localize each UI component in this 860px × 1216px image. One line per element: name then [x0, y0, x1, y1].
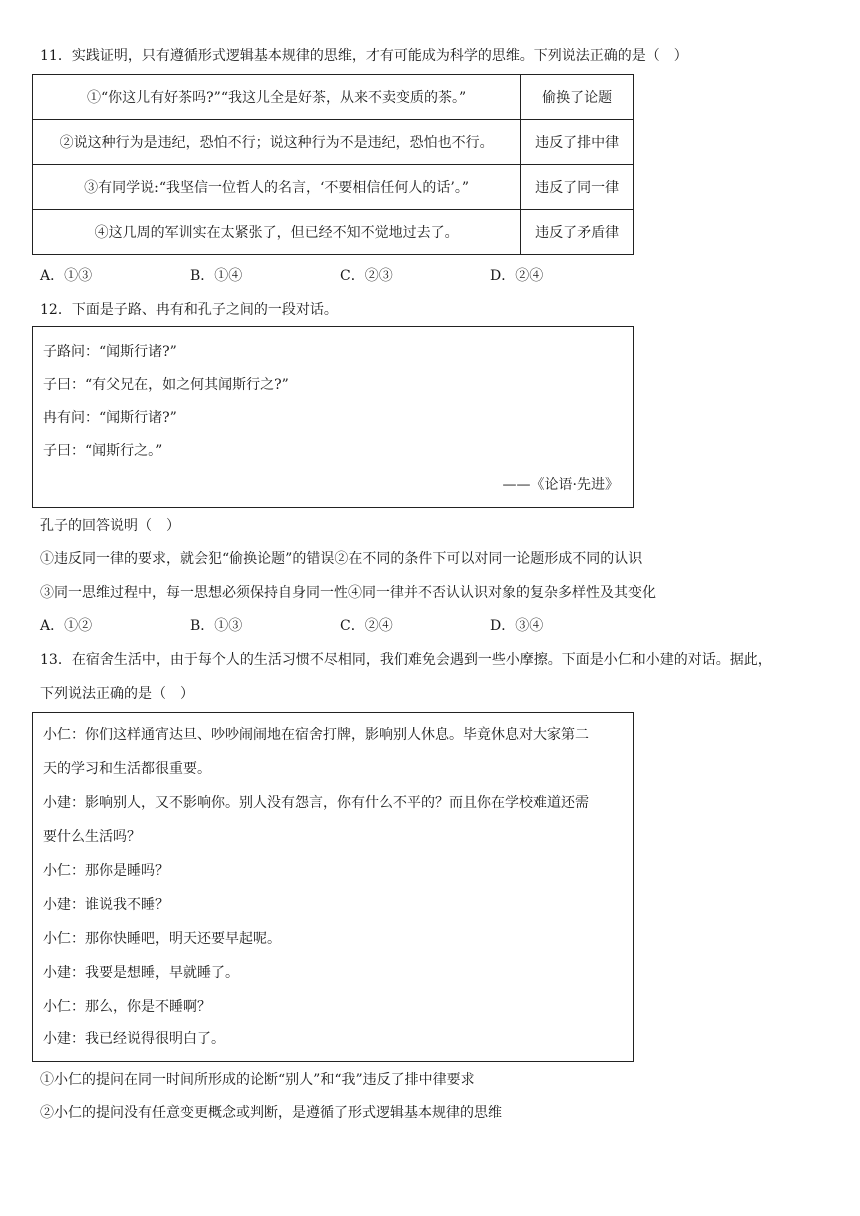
q12-question: 孔子的回答说明（ ）: [40, 518, 180, 534]
q12-option-c[interactable]: C．②④: [340, 618, 393, 634]
q12-stem: 12．下面是子路、冉有和孔子之间的一段对话。: [40, 302, 338, 318]
table-row: [33, 210, 634, 255]
q12-dialogue-line-2: 子曰：“有父兄在，如之何其闻斯行之?”: [43, 377, 289, 393]
q12-statements-2: ③同一思维过程中，每一思想必须保持自身同一性④同一律并不否认认识对象的复杂多样性及其变化: [40, 585, 656, 601]
q13-dialogue-line-7: 小仁：那你快睡吧，明天还要早起呢。: [43, 931, 281, 947]
q13-statement-2: ②小仁的提问没有任意变更概念或判断，是遵循了形式逻辑基本规律的思维: [40, 1105, 502, 1121]
q12-option-d[interactable]: D．③④: [490, 618, 544, 634]
q12-option-a[interactable]: A．①②: [40, 618, 93, 634]
q11-verdict-4: 违反了矛盾律: [521, 210, 634, 255]
q11-table: [32, 74, 634, 255]
q13-dialogue-line-5: 小仁：那你是睡吗？: [43, 863, 169, 879]
q13-dialogue-line-10: 小建：我已经说得很明白了。: [43, 1031, 225, 1047]
q13-dialogue-line-3: 小建：影响别人，又不影响你。别人没有怨言，你有什么不平的？而且你在学校难道还需: [43, 795, 589, 811]
q12-dialogue-line-4: 子曰：“闻斯行之。”: [43, 443, 163, 459]
table-row: [33, 165, 634, 210]
q13-dialogue-line-2: 天的学习和生活都很重要。: [43, 761, 211, 777]
q13-stem-line-1: 13．在宿舍生活中，由于每个人的生活习惯不尽相同，我们难免会遇到一些小摩擦。下面是小仁和小建的对话。据此，: [40, 652, 772, 668]
q11-option-c[interactable]: C．②③: [340, 268, 393, 284]
q11-statement-2: ②说这种行为是违纪，恐怕不行；说这种行为不是违纪，恐怕也不行。: [33, 120, 521, 165]
q12-option-b[interactable]: B．①③: [190, 618, 243, 634]
q11-option-b[interactable]: B．①④: [190, 268, 243, 284]
q11-statement-3: ③有同学说:“我坚信一位哲人的名言，‘不要相信任何人的话’。”: [33, 165, 521, 210]
q13-dialogue-line-6: 小建：谁说我不睡？: [43, 897, 169, 913]
q11-option-d[interactable]: D．②④: [490, 268, 544, 284]
q12-dialogue-box: [32, 326, 634, 508]
q12-dialogue-line-1: 子路问：“闻斯行诸?”: [43, 344, 177, 360]
q12-dialogue-line-3: 冉有问：“闻斯行诸?”: [43, 410, 177, 426]
q13-dialogue-box: [32, 712, 634, 1062]
q12-statements-1: ①违反同一律的要求，就会犯“偷换论题”的错误②在不同的条件下可以对同一论题形成不同的认识: [40, 551, 643, 567]
q12-source: ——《论语·先进》: [502, 477, 619, 493]
q13-dialogue-line-1: 小仁：你们这样通宵达旦、吵吵闹闹地在宿舍打牌，影响别人休息。毕竟休息对大家第二: [43, 727, 589, 743]
q11-verdict-2: 违反了排中律: [521, 120, 634, 165]
q11-statement-4: ④这几周的军训实在太紧张了，但已经不知不觉地过去了。: [33, 210, 521, 255]
q11-stem: 11．实践证明，只有遵循形式逻辑基本规律的思维，才有可能成为科学的思维。下列说法正确的是（ ）: [40, 48, 688, 64]
q11-statement-1: ①“你这儿有好茶吗?”“我这儿全是好茶，从来不卖变质的茶。”: [33, 75, 521, 120]
q11-verdict-1: 偷换了论题: [521, 75, 634, 120]
q11-verdict-3: 违反了同一律: [521, 165, 634, 210]
q13-dialogue-line-8: 小建：我要是想睡，早就睡了。: [43, 965, 239, 981]
table-row: [33, 75, 634, 120]
q13-stem-line-2: 下列说法正确的是（ ）: [40, 686, 194, 702]
table-row: [33, 120, 634, 165]
q13-dialogue-line-9: 小仁：那么，你是不睡啊？: [43, 999, 211, 1015]
q13-dialogue-line-4: 要什么生活吗？: [43, 829, 141, 845]
q11-option-a[interactable]: A．①③: [40, 268, 93, 284]
q13-statement-1: ①小仁的提问在同一时间所形成的论断“别人”和“我”违反了排中律要求: [40, 1072, 475, 1088]
